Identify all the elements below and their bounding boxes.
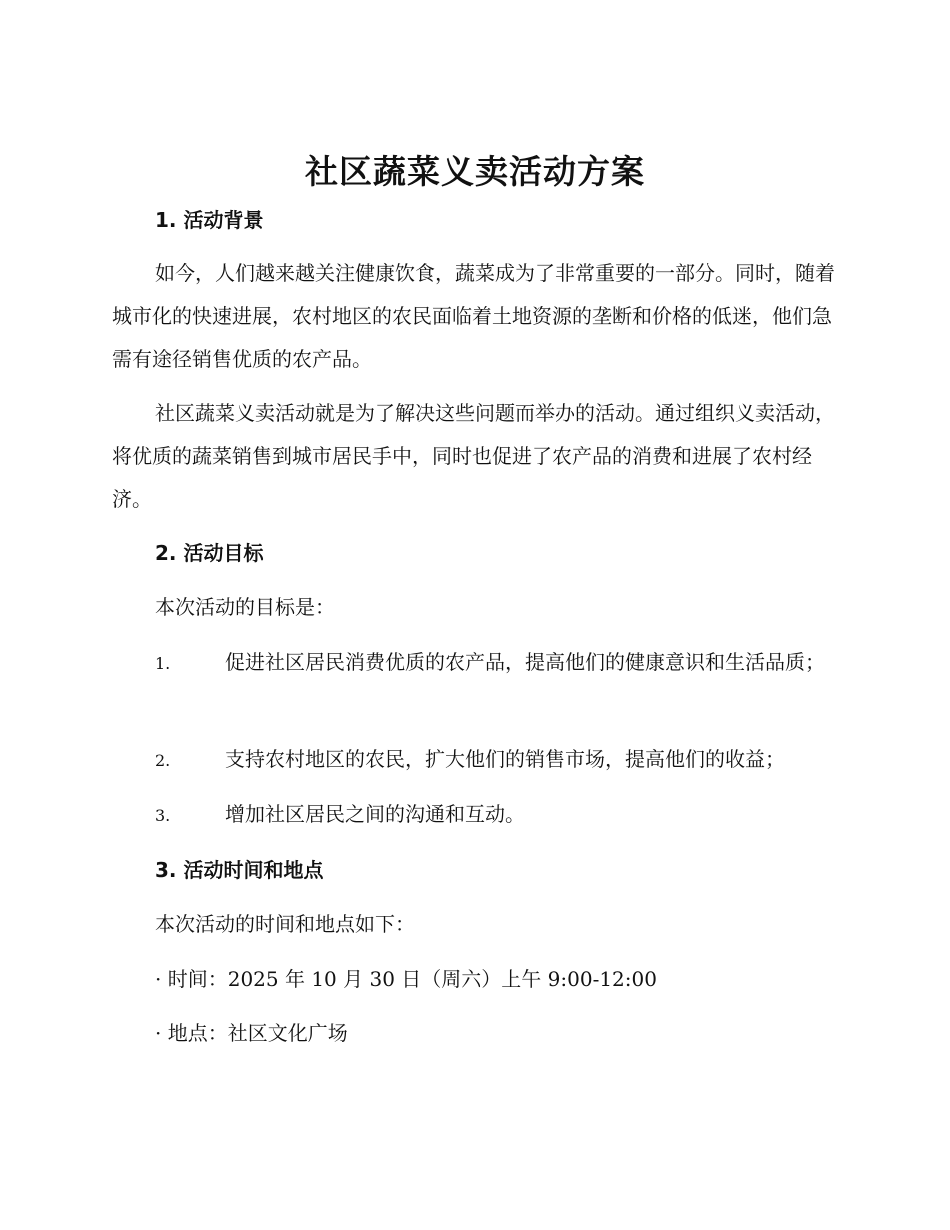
section-heading-goals: 2. 活动目标 (155, 541, 264, 565)
goal-item-number: 1. (155, 654, 171, 673)
section-heading-background: 1. 活动背景 (155, 208, 264, 232)
background-paragraph-2: 社区蔬菜义卖活动就是为了解决这些问题而举办的活动。通过组织义卖活动，将优质的蔬菜销售到城市居民手中，同时也促进了农产品的消费和进展了农村经济。 (112, 401, 835, 511)
time-place-intro: 本次活动的时间和地点如下： (155, 912, 415, 936)
goal-item-text: 支持农村地区的农民，扩大他们的销售市场，提高他们的收益； (225, 747, 785, 771)
goal-item (112, 793, 836, 837)
goal-item-text: 增加社区居民之间的沟通和互动。 (225, 802, 525, 826)
goal-item (112, 738, 836, 782)
goal-item-number: 2. (155, 751, 171, 770)
goal-item-text: 促进社区居民消费优质的农产品，提高他们的健康意识和生活品质； (225, 650, 825, 674)
document-title: 社区蔬菜义卖活动方案 (305, 152, 645, 191)
goal-item (112, 641, 836, 685)
section-heading-time-place: 3. 活动时间和地点 (155, 858, 324, 882)
goal-item-number: 3. (155, 806, 171, 825)
goals-intro: 本次活动的目标是： (155, 595, 335, 619)
event-location: · 地点：社区文化广场 (155, 1021, 348, 1045)
background-paragraph-1: 如今，人们越来越关注健康饮食，蔬菜成为了非常重要的一部分。同时，随着城市化的快速进展，农村地区的农民面临着土地资源的垄断和价格的低迷，他们急需有途径销售优质的农产品。 (112, 261, 835, 371)
event-time: · 时间：2025 年 10 月 30 日（周六）上午 9:00-12:00 (155, 967, 657, 991)
